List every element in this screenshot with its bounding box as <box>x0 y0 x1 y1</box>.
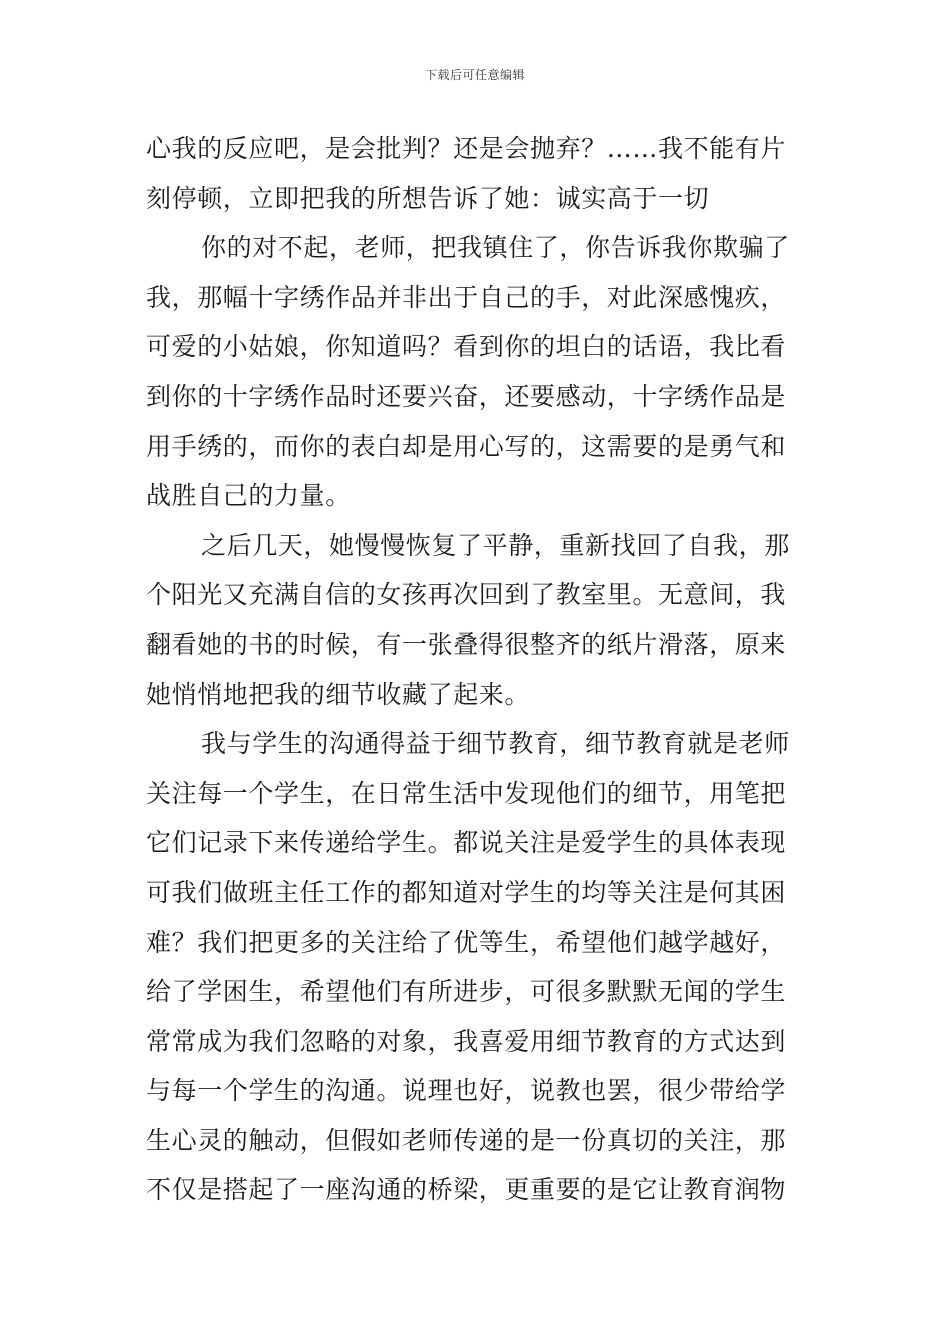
text-line: 不仅是搭起了一座沟通的桥梁，更重要的是它让教育润物 <box>146 1175 787 1205</box>
text-line: 心我的反应吧，是会批判？还是会抛弃？……我不能有片 <box>146 134 787 163</box>
page-header: 下载后可任意编辑 <box>424 68 525 82</box>
text-line: 我，那幅十字绣作品并非出于自己的手，对此深感愧疚， <box>146 282 787 312</box>
text-line: 你的对不起，老师，把我镇住了，你告诉我你欺骗了 <box>201 233 790 263</box>
text-line: 用手绣的，而你的表白却是用心写的，这需要的是勇气和 <box>146 431 787 461</box>
text-line: 我与学生的沟通得益于细节教育，细节教育就是老师 <box>201 729 790 759</box>
text-line: 难？我们把更多的关注给了优等生，希望他们越学越好， <box>146 927 787 957</box>
text-line: 可爱的小姑娘，你知道吗？看到你的坦白的话语，我比看 <box>146 332 787 362</box>
text-line: 它们记录下来传递给学生。都说关注是爱学生的具体表现 <box>146 828 787 858</box>
text-line: 到你的十字绣作品时还要兴奋，还要感动，十字绣作品是 <box>146 381 787 411</box>
text-line: 常常成为我们忽略的对象，我喜爱用细节教育的方式达到 <box>146 1026 787 1056</box>
text-line: 刻停顿，立即把我的所想告诉了她：诚实高于一切 <box>146 183 710 213</box>
text-line: 之后几天，她慢慢恢复了平静，重新找回了自我，那 <box>201 530 790 560</box>
text-line: 个阳光又充满自信的女孩再次回到了教室里。无意间，我 <box>146 580 787 610</box>
text-line: 生心灵的触动，但假如老师传递的是一份真切的关注，那 <box>146 1125 787 1155</box>
text-line: 与每一个学生的沟通。说理也好，说教也罢，很少带给学 <box>146 1076 787 1106</box>
text-line: 关注每一个学生，在日常生活中发现他们的细节，用笔把 <box>146 778 787 808</box>
text-line: 给了学困生，希望他们有所进步，可很多默默无闻的学生 <box>146 977 787 1007</box>
text-line: 翻看她的书的时候，有一张叠得很整齐的纸片滑落，原来 <box>146 629 787 659</box>
body-text <box>146 124 808 1215</box>
text-line: 可我们做班主任工作的都知道对学生的均等关注是何其困 <box>146 877 787 907</box>
text-line: 战胜自己的力量。 <box>146 481 351 511</box>
text-line: 她悄悄地把我的细节收藏了起来。 <box>146 679 531 709</box>
